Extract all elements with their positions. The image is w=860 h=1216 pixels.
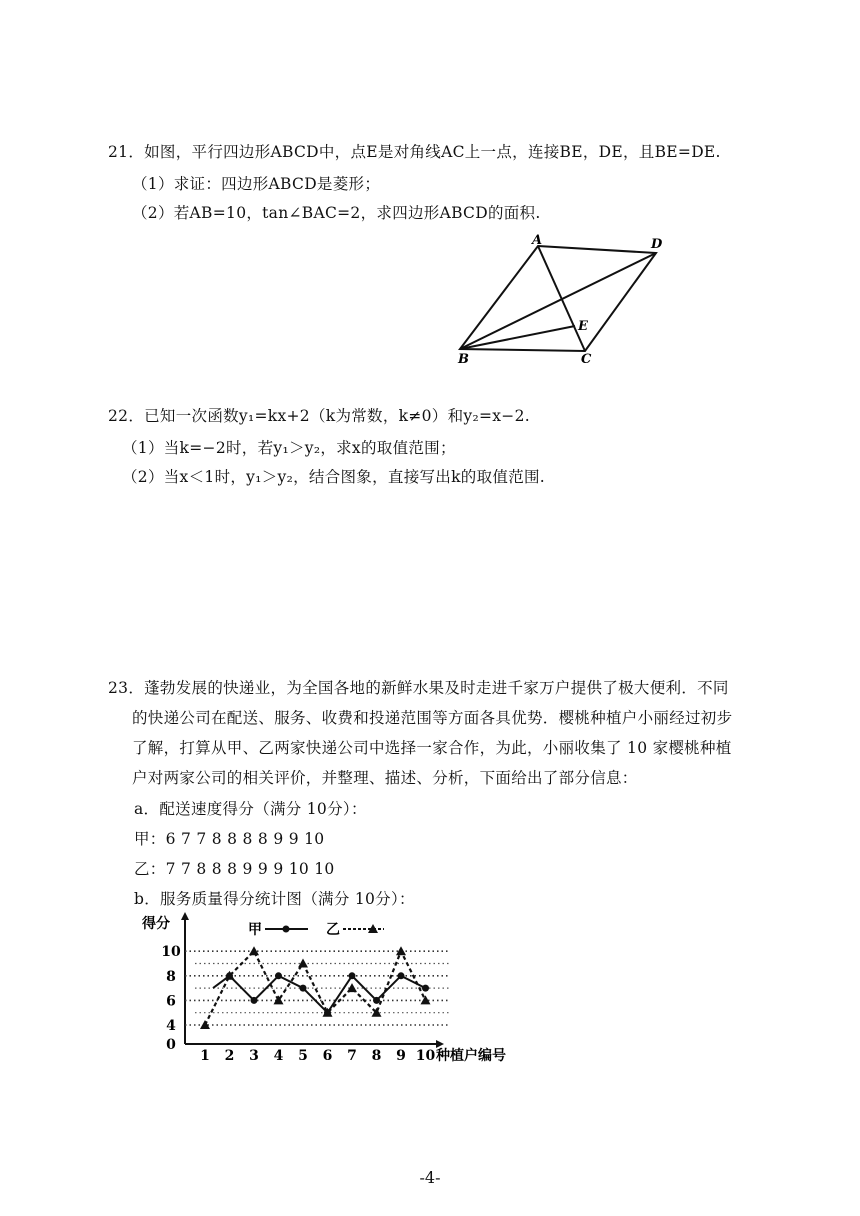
service-quality-chart xyxy=(140,910,540,1070)
q23-line4: 户对两家公司的相关评价，并整理、描述、分析，下面给出了部分信息： xyxy=(132,769,638,787)
x-axis-label: 种植户编号 xyxy=(436,1048,506,1064)
q21-part2: （2）若AB=10，tan∠BAC=2，求四边形ABCD的面积. xyxy=(132,204,541,222)
q22-part1: （1）当k=−2时，若y₁＞y₂，求x的取值范围； xyxy=(122,439,456,457)
legend-jia-label: 甲 xyxy=(248,922,262,938)
x-tick-label: 1 xyxy=(200,1048,210,1064)
x-tick-label: 3 xyxy=(249,1048,259,1064)
q23-jia-scores: 甲：6 7 7 8 8 8 8 9 9 10 xyxy=(134,830,325,848)
segment-be xyxy=(460,326,575,349)
series-jia-point xyxy=(251,997,258,1004)
series-jia-point xyxy=(398,972,405,979)
x-tick-label: 6 xyxy=(322,1048,333,1064)
label-c: C xyxy=(581,352,592,367)
x-tick-label: 2 xyxy=(224,1048,235,1064)
x-tick-label: 8 xyxy=(371,1048,382,1064)
q23-a-title: a．配送速度得分（满分 10分）： xyxy=(134,800,367,818)
x-tick-label: 10 xyxy=(415,1048,436,1064)
x-tick-label: 4 xyxy=(273,1048,284,1064)
y-tick-label: 4 xyxy=(166,1018,176,1034)
y-tick-label: 10 xyxy=(161,944,181,961)
q21-part1: （1）求证：四边形ABCD是菱形； xyxy=(132,175,381,193)
q23-line1: 23．蓬勃发展的快递业，为全国各地的新鲜水果及时走进千家万户提供了极大便利．不同 xyxy=(108,679,729,697)
q23-b-title: b．服务质量得分统计图（满分 10分）： xyxy=(134,890,415,908)
q23-line3: 了解，打算从甲、乙两家快递公司中选择一家合作，为此，小丽收集了 10 家樱桃种植 xyxy=(132,739,732,757)
legend-yi-label: 乙 xyxy=(326,922,340,938)
series-yi-line xyxy=(205,951,426,1025)
series-jia-point xyxy=(373,997,380,1004)
series-jia-point xyxy=(275,972,282,979)
legend-jia-marker xyxy=(283,926,290,933)
y-axis-label: 得分 xyxy=(142,916,170,932)
q22-part2: （2）当x＜1时，y₁＞y₂，结合图象，直接写出k的取值范围. xyxy=(122,468,546,486)
x-tick-label: 9 xyxy=(396,1048,406,1064)
q21-title: 21．如图，平行四边形ABCD中，点E是对角线AC上一点，连接BE，DE，且BE=DE. xyxy=(108,143,721,161)
label-a: A xyxy=(532,233,543,248)
series-jia-point xyxy=(349,972,356,979)
y-tick-label: 8 xyxy=(166,968,176,985)
rhombus-figure xyxy=(450,232,680,367)
page-number: -4- xyxy=(419,1168,441,1187)
label-e: E xyxy=(578,319,588,334)
x-axis-arrow xyxy=(436,1040,444,1048)
q23-yi-scores: 乙：7 7 8 8 8 9 9 9 10 10 xyxy=(134,860,335,878)
series-jia-point xyxy=(422,985,429,992)
diagonal-bd xyxy=(460,253,656,349)
series-jia-line xyxy=(213,976,426,1013)
x-tick-label: 7 xyxy=(347,1048,357,1064)
y-tick-label: 6 xyxy=(166,993,176,1010)
series-jia-point xyxy=(300,985,307,992)
y-axis-arrow xyxy=(181,912,189,920)
y-tick-label: 0 xyxy=(166,1037,176,1053)
label-b: B xyxy=(458,352,469,367)
q22-title: 22．已知一次函数y₁=kx+2（k为常数，k≠0）和y₂=x−2. xyxy=(108,407,530,425)
x-tick-label: 5 xyxy=(298,1048,308,1064)
label-d: D xyxy=(651,237,663,252)
q23-line2: 的快递公司在配送、服务、收费和投递范围等方面各具优势．樱桃种植户小丽经过初步 xyxy=(132,709,733,727)
